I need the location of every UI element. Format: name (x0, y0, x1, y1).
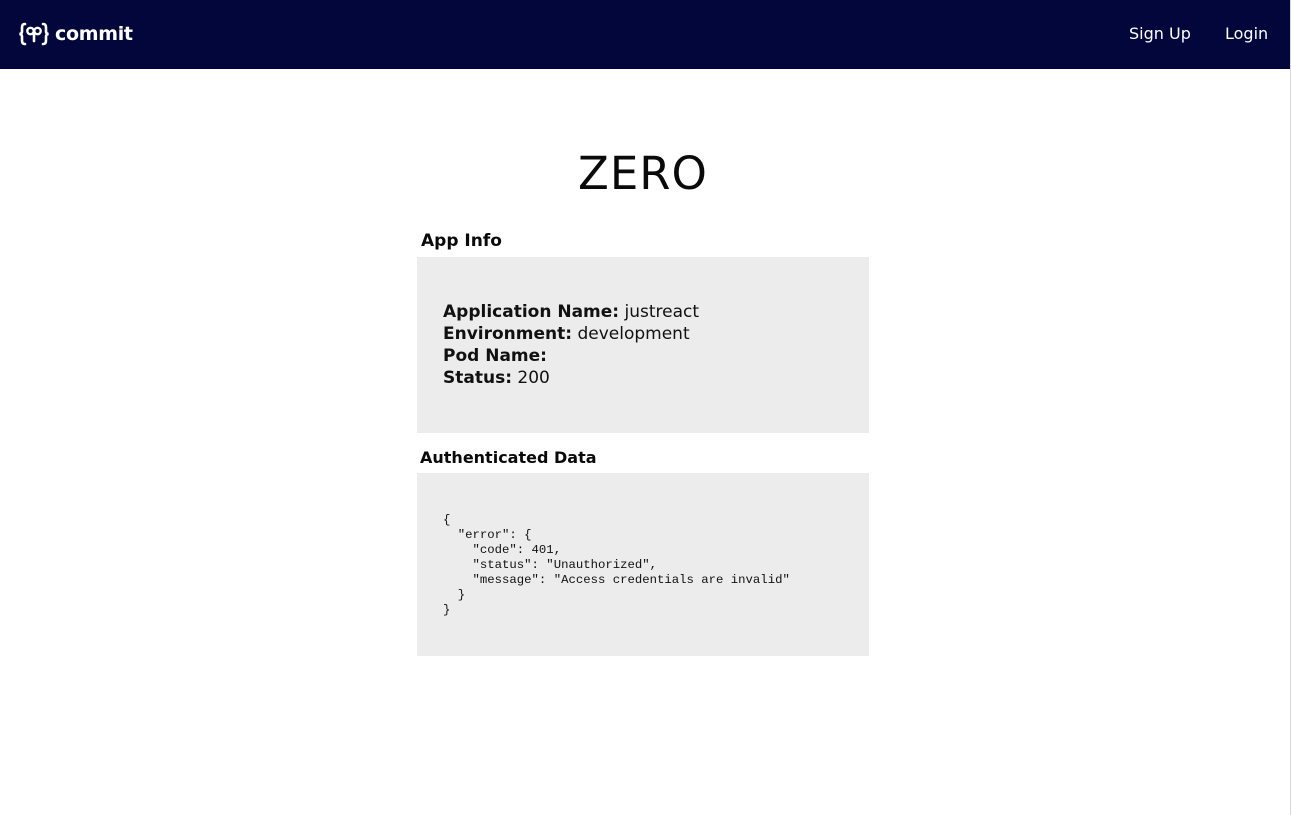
app-info-row-application-name (443, 301, 699, 323)
login-link[interactable]: Login (1225, 24, 1269, 43)
app-info-heading: App Info (421, 231, 502, 251)
app-info-panel (417, 257, 869, 433)
authenticated-data-json: { "error": { "code": 401, "status": "Unauthorized", "message": "Access credentials are invalid" } } (443, 513, 790, 617)
info-value: development (577, 324, 690, 344)
authenticated-data-heading: Authenticated Data (420, 448, 597, 467)
app-info-row-status (443, 367, 699, 389)
info-key: Environment: (443, 324, 573, 344)
authenticated-data-panel (417, 473, 869, 656)
app-info-row-environment (443, 323, 699, 345)
app-info-list (443, 301, 699, 389)
info-key: Status: (443, 368, 512, 388)
app-info-row-pod-name (443, 345, 699, 367)
sign-up-link[interactable]: Sign Up (1129, 24, 1191, 43)
commit-logo-icon (18, 21, 50, 47)
top-navbar (0, 0, 1290, 69)
brand-name: commit (55, 23, 133, 45)
brand-logo-link[interactable] (18, 21, 133, 47)
info-value: justreact (624, 302, 700, 322)
info-key: Application Name: (443, 302, 620, 322)
page-title: ZERO (578, 147, 708, 200)
info-key: Pod Name: (443, 346, 547, 366)
info-value: 200 (517, 368, 550, 388)
